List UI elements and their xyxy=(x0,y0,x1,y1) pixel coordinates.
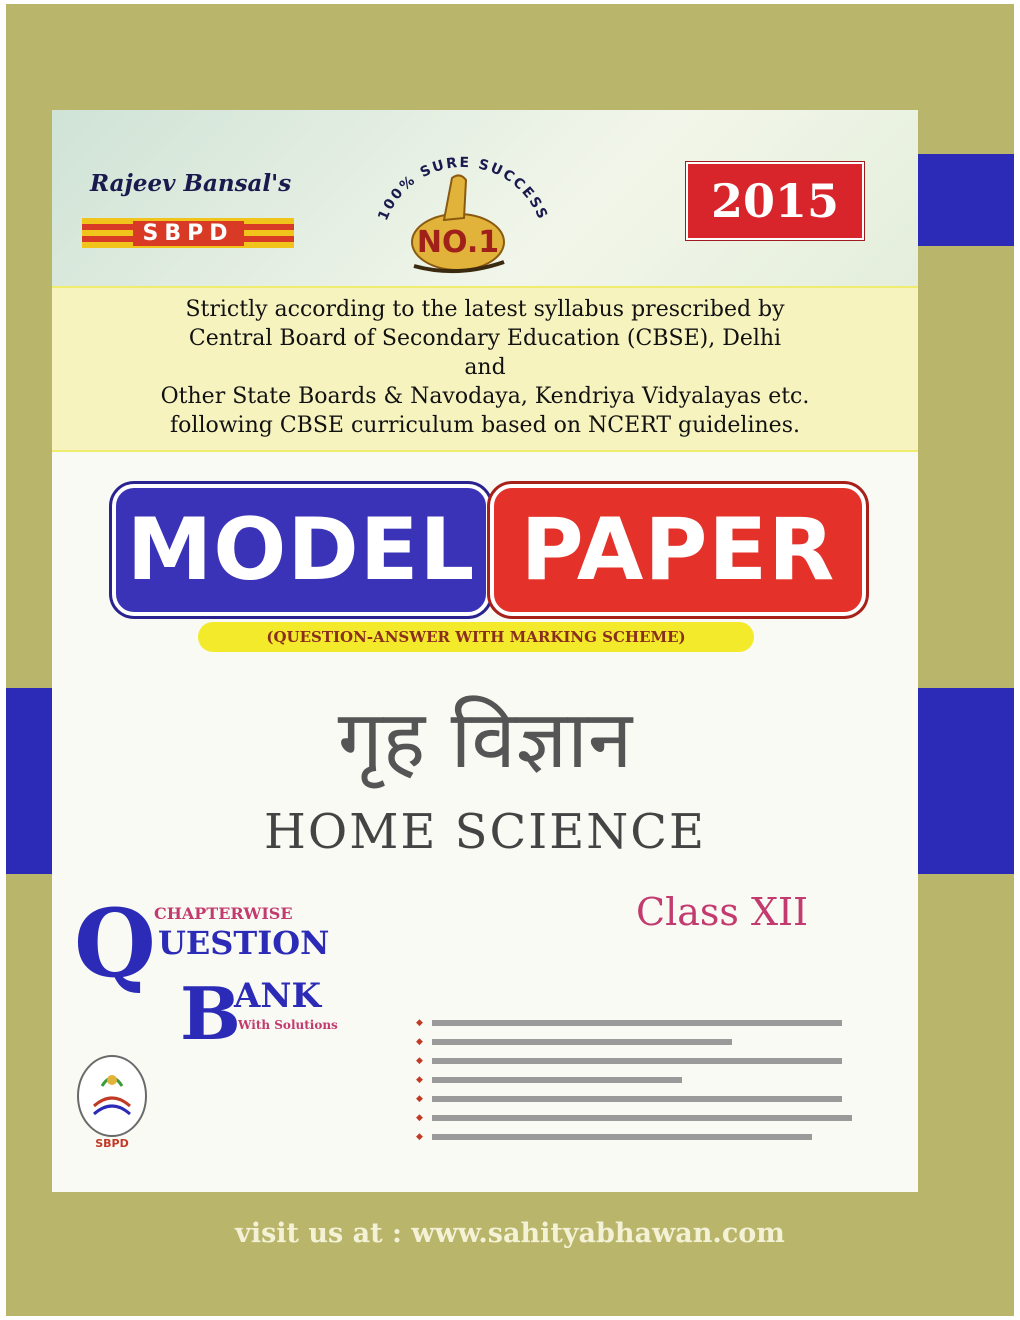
edition-year: 2015 xyxy=(686,162,864,240)
feature-item xyxy=(416,1071,856,1090)
subject-english: HOME SCIENCE xyxy=(263,804,707,860)
qb-chapterwise: CHAPTERWISE xyxy=(154,904,293,923)
qb-bank-text: ANK xyxy=(234,976,322,1016)
feature-text-placeholder xyxy=(432,1058,842,1064)
feature-text-placeholder xyxy=(432,1115,852,1121)
qb-question-text: UESTION xyxy=(158,924,330,962)
brand-logo-text: SBPD xyxy=(133,221,244,246)
class-label: Class XII xyxy=(636,890,809,934)
title-model: MODEL xyxy=(112,484,490,616)
qb-with-solutions: With Solutions xyxy=(238,1018,338,1032)
title-subtitle: (QUESTION-ANSWER WITH MARKING SCHEME) xyxy=(198,622,754,652)
syllabus-line: Other State Boards & Navodaya, Kendriya Vidyalayas etc. xyxy=(160,384,810,409)
syllabus-line: following CBSE curriculum based on NCERT guidelines. xyxy=(170,413,800,438)
feature-item xyxy=(416,1128,856,1147)
feature-list xyxy=(416,1014,856,1147)
feature-item xyxy=(416,1014,856,1033)
qb-b-letter: B xyxy=(180,971,241,1056)
feature-item xyxy=(416,1109,856,1128)
seal-arc-text: 100% SURE SUCCESS xyxy=(375,154,551,223)
syllabus-notice xyxy=(52,286,918,452)
book-cover xyxy=(52,110,918,1192)
feature-text-placeholder xyxy=(432,1134,812,1140)
title-paper: PAPER xyxy=(490,484,866,616)
qb-q-letter: Q xyxy=(74,889,156,999)
publisher-logo-text: SBPD xyxy=(95,1137,129,1150)
brand-logo-bar xyxy=(82,218,294,248)
publisher-logo xyxy=(72,1050,154,1150)
feature-text-placeholder xyxy=(432,1020,842,1026)
question-bank-logo xyxy=(74,889,394,1056)
main-title xyxy=(112,484,864,612)
feature-item xyxy=(416,1090,856,1109)
feature-item xyxy=(416,1052,856,1071)
feature-text-placeholder xyxy=(432,1096,842,1102)
seal-badge-text: NO.1 xyxy=(416,225,500,260)
brand-author: Rajeev Bansal's xyxy=(90,170,292,197)
syllabus-line: and xyxy=(464,355,506,380)
subject-hindi: गृह विज्ञान xyxy=(337,693,633,786)
feature-text-placeholder xyxy=(432,1077,682,1083)
website-url: visit us at : www.sahityabhawan.com xyxy=(235,1218,785,1249)
success-seal xyxy=(348,128,568,284)
syllabus-line: Strictly according to the latest syllabus prescribed by xyxy=(185,297,785,322)
feature-item xyxy=(416,1033,856,1052)
syllabus-line: Central Board of Secondary Education (CBSE), Delhi xyxy=(188,326,782,351)
feature-text-placeholder xyxy=(432,1039,732,1045)
